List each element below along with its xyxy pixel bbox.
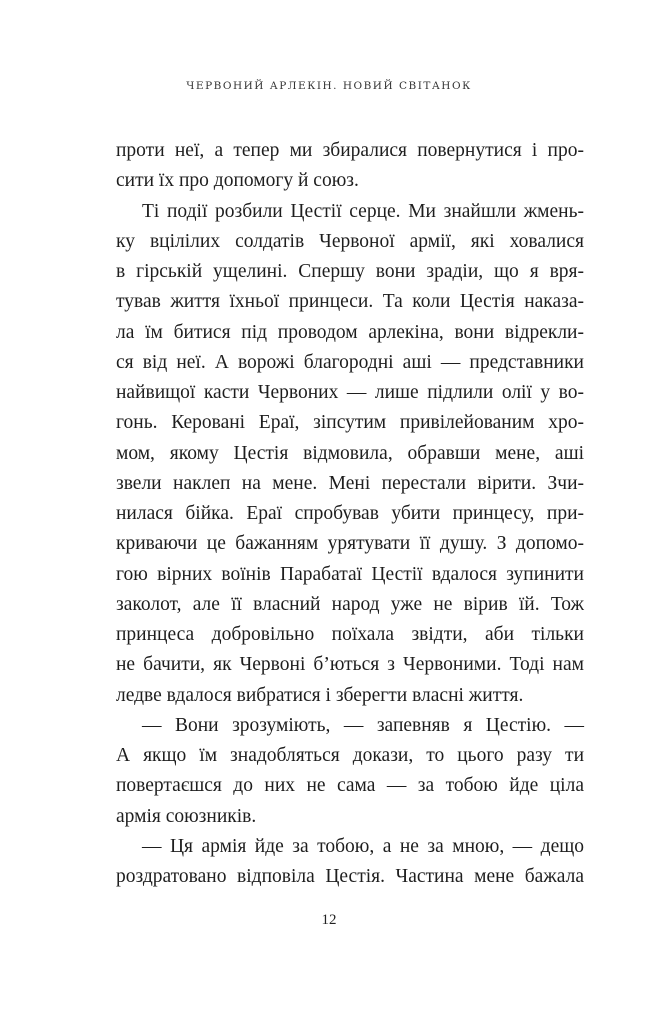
text-line: А якщо їм знадобляться докази, то цього разу ти bbox=[116, 745, 584, 766]
text-line: проти неї, а тепер ми збиралися повернутися і про- bbox=[116, 140, 584, 161]
text-line: ку вцілілих солдатів Червоної армії, які ховалися bbox=[116, 230, 584, 252]
text-line: роздратовано відповіла Цестія. Частина мене бажала bbox=[116, 866, 584, 887]
text-line: ледве вдалося вибратися і зберегти власні життя. bbox=[116, 684, 524, 706]
text-line: мом, якому Цестія відмовила, обравши мене, аші bbox=[116, 442, 584, 464]
text-line: найвищої касти Червоних — лише підлили олії у во- bbox=[116, 382, 584, 403]
text-line: принцеса добровільно поїхала звідти, аби тільки bbox=[116, 624, 584, 645]
text-line: звели наклеп на мене. Мені перестали вірити. Зчи- bbox=[116, 472, 584, 494]
text-line: гою вірних воїнів Парабатаї Цестії вдалося зупинити bbox=[116, 563, 584, 585]
text-line: сити їх про допомогу й союз. bbox=[116, 170, 359, 192]
page-number: 12 bbox=[321, 912, 337, 928]
body-text bbox=[116, 136, 584, 892]
text-line: армія союзників. bbox=[116, 805, 257, 827]
text-line: тував життя їхньої принцеси. Та коли Цестія наказа- bbox=[116, 291, 584, 313]
text-line: не бачити, як Червоні б’ються з Червоними. Тоді нам bbox=[116, 654, 584, 676]
running-header: ЧЕРВОНИЙ АРЛЕКІН. НОВИЙ СВІТАНОК bbox=[186, 80, 472, 92]
text-line: повертаєшся до них не сама — за тобою йде ціла bbox=[116, 775, 584, 797]
text-line: в гірській ущелині. Спершу вони зрадіи, що я вря- bbox=[116, 261, 584, 282]
text-line: заколот, але її власний народ уже не вірив їй. Тож bbox=[116, 593, 584, 615]
text-line: ся від неї. А ворожі благородні аші — представники bbox=[116, 351, 584, 373]
text-line: гонь. Керовані Ераї, зіпсутим привілейованим хро- bbox=[116, 412, 584, 434]
text-line: нилася бійка. Ераї спробував убити принцесу, при- bbox=[116, 503, 584, 524]
text-line: Ті події розбили Цестії серце. Ми знайшли жмень- bbox=[142, 200, 584, 222]
text-line: ла їм битися під проводом арлекіна, вони відрекли- bbox=[116, 321, 584, 343]
text-line: — Вони зрозуміють, — запевняв я Цестію. — bbox=[142, 714, 584, 736]
text-line: криваючи це бажанням урятувати її душу. З допомо- bbox=[116, 533, 584, 555]
text-line: — Ця армія йде за тобою, а не за мною, — дещо bbox=[142, 835, 584, 857]
